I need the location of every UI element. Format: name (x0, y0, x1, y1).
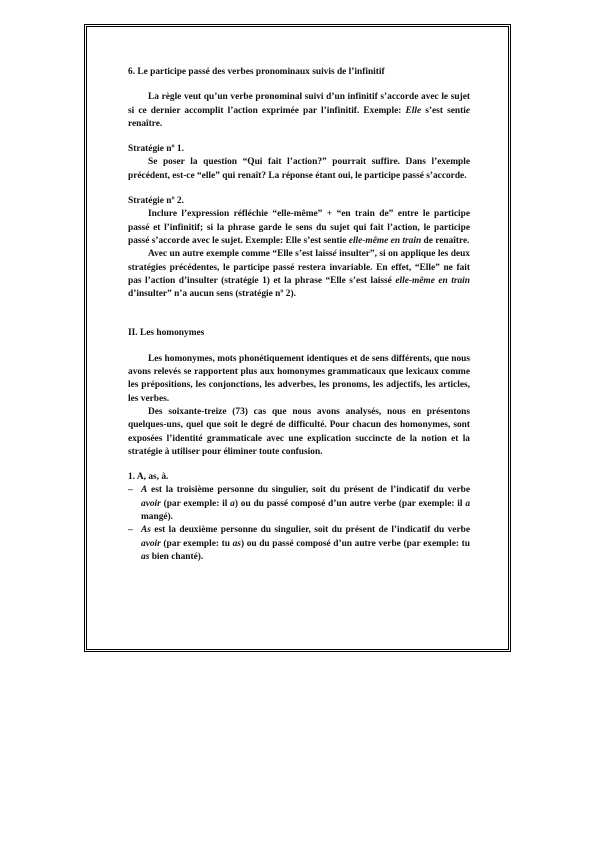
paragraph-homonymes-intro: Les homonymes, mots phonétiquement identiques et de sens différents, que nous avons relevés se rapportent plus aux homonymes grammaticaux que lexicaux comme les prépositions, les conjonctions, les adverbes, les pronoms, les adjectifs, les articles, les verbes. (128, 353, 470, 404)
heading-strategie-2: Stratégie nº 2. (128, 196, 184, 207)
paragraph-strategie-1: Se poser la question “Qui fait l’action?” pourrait suffire. Dans l’exemple précédent, est-ce “elle” qui renaît? La réponse étant oui, le participe passé s’accorde. (128, 157, 470, 181)
paragraph-autre-exemple: Avec un autre exemple comme “Elle s’est laissé insulter”, si on applique les deux stratégies précédentes, le participe passé restera invariable. En effet, “Elle” ne fait pas l’action d’insulter (stratégie 1) et la phrase “Elle s’est laissé elle-même en train d’insulter” n’a aucun sens (stratégie nº 2). (128, 249, 470, 300)
section-title-homonymes: II. Les homonymes (128, 328, 205, 339)
list-item-as: – As est la deuxième personne du singulier, soit du présent de l’indicatif du verbe avoir (par exemple: tu as) ou du passé composé d’un autre verbe (par exemple: tu as bien chanté). (128, 525, 470, 562)
paragraph-regle: La règle veut qu’un verbe pronominal suivi d’un infinitif s’accorde avec le sujet si ce dernier accomplit l’action exprimée par l’infinitif. Exemple: Elle s’est sentie renaître. (128, 92, 470, 129)
dash-bullet: – (128, 525, 133, 536)
section-title-participe: 6. Le participe passé des verbes pronominaux suivis de l’infinitif (128, 67, 385, 77)
document-body (128, 66, 470, 564)
heading-a-as-a: 1. A, as, à. (128, 472, 169, 483)
heading-strategie-1: Stratégie nº 1. (128, 144, 184, 155)
paragraph-homonymes-cas: Des soixante-treize (73) cas que nous avons analysés, nous en présentons quelques-uns, quel que soit le degré de difficulté. Pour chacun des homonymes, sont exposées l’identité grammaticale avec une explication succincte de la notion et la stratégie à utiliser pour éliminer toute confusion. (128, 406, 470, 457)
list-item-a: – A est la troisième personne du singulier, soit du présent de l’indicatif du verbe avoir (par exemple: il a) ou du passé composé d’un autre verbe (par exemple: il a mangé). (128, 485, 470, 523)
dash-bullet: – (128, 485, 133, 496)
paragraph-strategie-2: Inclure l’expression réfléchie “elle-même” + “en train de” entre le participe passé et l’infinitif; si la phrase garde le sens du sujet qui fait l’action, le participe passé s’accorde avec le sujet. Exemple: Elle s’est sentie elle-même en train de renaître. (128, 209, 470, 246)
